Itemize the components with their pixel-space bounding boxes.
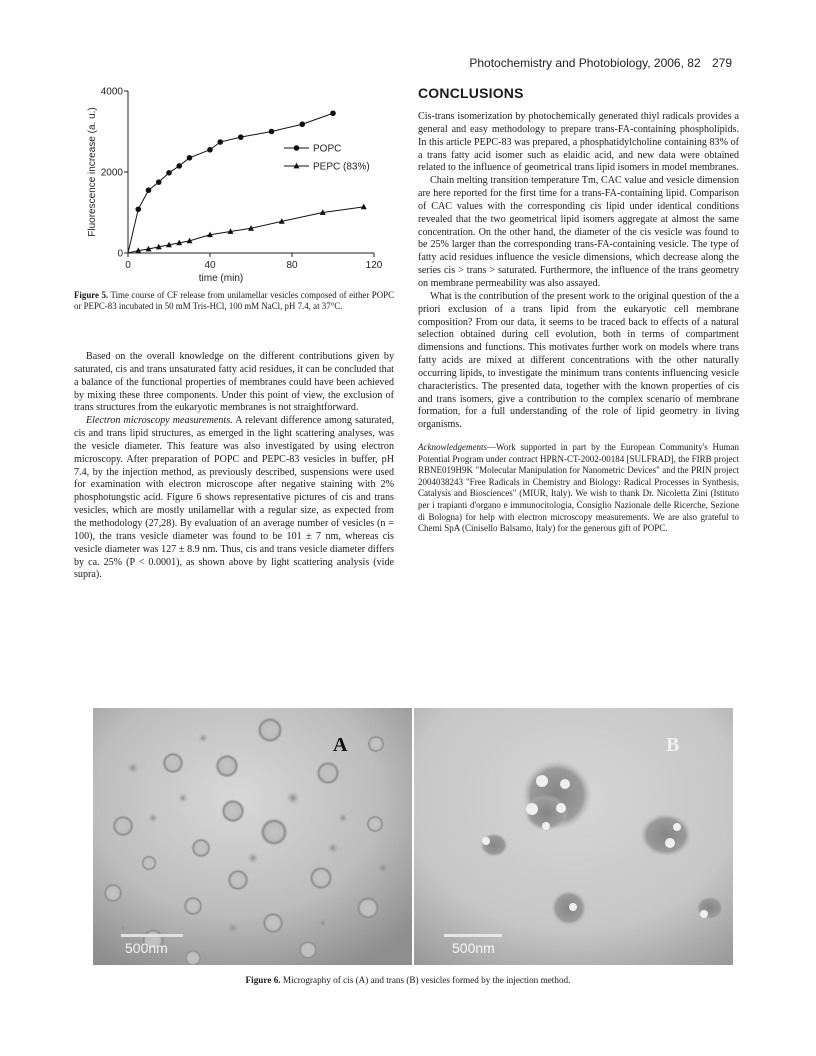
y-tick-label: 0 <box>117 248 123 260</box>
left-column <box>74 351 394 582</box>
data-point <box>238 134 244 140</box>
scale-bar-label-b: 500nm <box>452 940 495 956</box>
data-point <box>156 179 162 185</box>
figure-6-label: Figure 6. <box>245 975 281 985</box>
x-tick-label: 80 <box>286 260 298 271</box>
legend-marker <box>294 145 300 151</box>
data-point <box>207 147 213 153</box>
micrograph-b <box>414 708 733 965</box>
data-point <box>176 163 182 169</box>
y-tick-label: 2000 <box>100 167 123 179</box>
data-point <box>299 121 305 127</box>
page-number: 279 <box>711 56 732 70</box>
figure-6-caption <box>0 975 816 985</box>
micrograph-b-image <box>414 708 733 965</box>
micrograph-label-a: A <box>333 734 348 756</box>
x-axis-label: time (min) <box>198 273 244 284</box>
x-tick-label: 120 <box>365 260 383 271</box>
acknowledgements-text: —Work supported in part by the European Community's Human Potential Program under contract HPRN-CT-2002-00184 [SULFRAD], the FIRB project RBNE019H9K "Molecular Manipulation for Nanometric Devices" and the PRIN project 2004038243 "Free Radicals in Chemistry and Biology: Radical Processes in Synthesis, Catalysis and Biosciences" (MIUR, Italy). We wish to thank Dr. Nicoletta Zini (Istituto per i trapianti d'organo e immunocitologia, Consiglio Nazionale delle Ricerche, Sezione di Bologna) for help with electron microscopy measurements. We are also grateful to Chemi SpA (Cinisello Balsamo, Italy) for the generous gift of POPC. <box>418 442 739 534</box>
y-tick-label: 4000 <box>100 86 123 98</box>
micrograph-a-image <box>93 708 412 965</box>
right-column <box>418 111 739 535</box>
data-point <box>187 155 193 161</box>
data-point <box>361 204 367 210</box>
x-tick-label: 40 <box>204 260 216 271</box>
data-point <box>217 139 223 145</box>
figure-5-caption-text: Time course of CF release from unilamellar vesicles composed of either POPC or PEPC-83 incubated in 50 mM Tris-HCl, 100 mM NaCl, pH 7.4, at 37°C. <box>74 290 394 311</box>
data-point <box>146 187 152 193</box>
micrograph-a <box>93 708 412 965</box>
figure-5-chart <box>74 82 394 292</box>
conclusions-heading: CONCLUSIONS <box>418 85 524 101</box>
data-point <box>135 206 141 212</box>
section-heading: Electron microscopy measurements. <box>86 415 233 427</box>
series-line <box>128 207 364 253</box>
journal-name: Photochemistry and Photobiology, 2006, 82 <box>469 56 701 70</box>
figure-5-label: Figure 5. <box>74 290 109 300</box>
running-header <box>469 56 732 70</box>
x-tick-label: 0 <box>125 260 131 271</box>
paragraph <box>74 415 394 582</box>
data-point <box>330 110 336 116</box>
data-point <box>269 129 275 135</box>
scale-bar-label-a: 500nm <box>125 940 168 956</box>
figure-6-caption-text: Micrography of cis (A) and trans (B) vesicles formed by the injection method. <box>282 975 571 985</box>
micrograph-label-b: B <box>666 734 680 756</box>
paragraph: What is the contribution of the present work to the original question of the a priori exclusion of a trans lipid from the eukaryotic cell membrane composition? From our data, it seems to be traced back to effects of a natural selection obtained during cell evolution, both in terms of compartment dimensions and functions. This motivates further work on models where trans fatty acids are mixed at different concentrations with the other naturally occurring lipids, to investigate the minimum trans contents influencing vesicle characteristics. The presented data, together with the known properties of cis and trans isomers, give a contribution to the complex scenario of membrane formation, for a full understanding of the role of lipid geometry in living organisms. <box>418 290 739 431</box>
acknowledgements <box>418 442 739 535</box>
legend-label: PEPC (83%) <box>313 161 370 173</box>
acknowledgements-heading: Acknowledgements <box>418 442 487 453</box>
y-axis-label: Fluorescence increase (a. u.) <box>87 107 98 237</box>
legend-label: POPC <box>313 143 342 155</box>
paragraph: Based on the overall knowledge on the different contributions given by saturated, cis and trans unsaturated fatty acid residues, it can be concluded that a balance of the functional properties of membranes could have been achieved by mixing these three components. Under this point of view, the exclusion of trans structures from the eukaryotic membranes is not straightforward. <box>74 351 394 414</box>
paragraph-text: A relevant difference among saturated, cis and trans lipid structures, as emerged in the light scattering analyses, was the vesicle diameter. This feature was also investigated by using electron microscopy. After preparation of POPC and PEPC-83 vesicles in buffer, pH 7.4, by the injection method, as previously described, suspensions were used for examination with electron microscope after negative staining with 2% phosphotungstic acid. Figure 6 shows representative pictures of cis and trans vesicles, which are mostly unilamellar with a regular size, as expected from the methodology (27,28). By evaluation of an average number of vesicles (n = 100), the trans vesicle diameter was found to be 101 ± 7 nm, whereas cis vesicle diameter was 127 ± 8.9 nm. Thus, cis and trans vesicle diameter differs by ca. 25% (P < 0.0001), as shown above by light scattering analysis (vide supra). <box>74 415 395 581</box>
paragraph: Cis-trans isomerization by photochemically generated thiyl radicals provides a general and easy methodology to prepare trans-FA-containing phospholipids. In this article PEPC-83 was prepared, a phosphatidylcholine containing 83% of a trans fatty acid isomer such as elaidic acid, and new data were obtained related to the influence of geometrical trans lipid isomers in model membranes. <box>418 111 739 174</box>
chart-svg <box>74 82 394 287</box>
data-point <box>166 170 172 176</box>
paragraph: Chain melting transition temperature Tm, CAC value and vesicle dimension are here reported for the first time for a trans-FA-containing lipid. Comparison of CAC values with the corresponding cis lipid under identical conditions revealed that the two geometrical lipid isomers aggregate at almost the same concentration. On the other hand, the diameter of the cis vesicle was found to be 25% larger than the corresponding trans-FA-containing vesicle. The type of fatty acid residues influence the vesicle dimensions, which decrease along the series cis > trans > saturated. Furthermore, the influence of the trans geometry on membrane permeability was also assayed. <box>418 175 739 289</box>
figure-5-caption <box>74 290 394 312</box>
